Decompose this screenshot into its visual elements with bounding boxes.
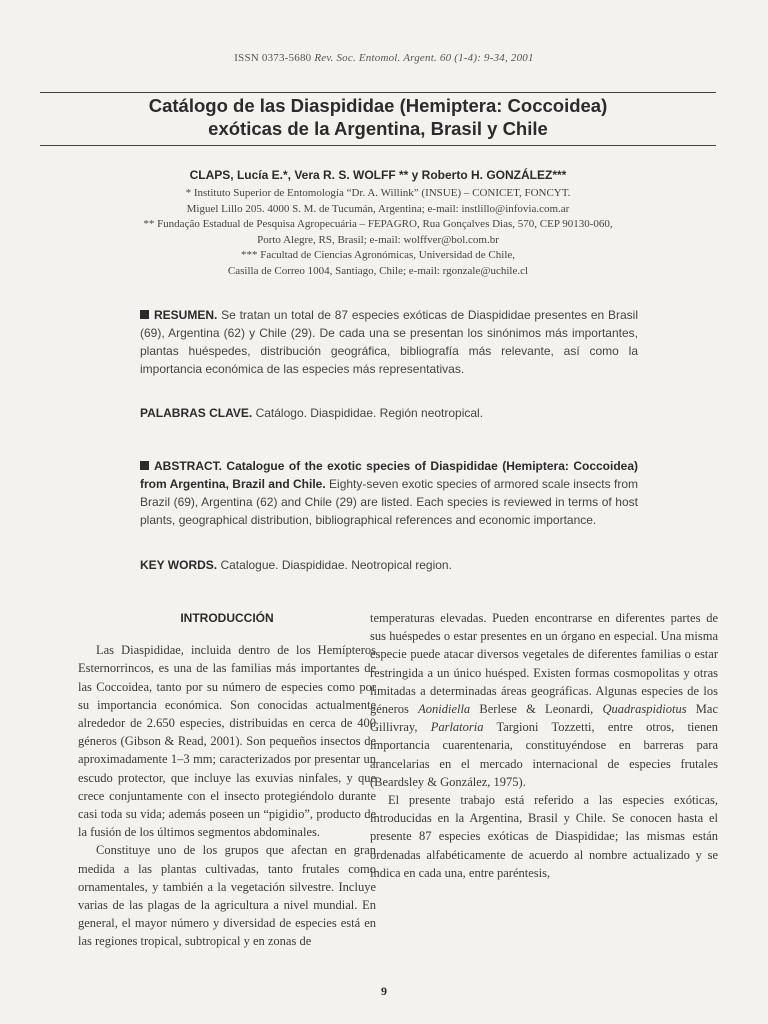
title-line-1: Catálogo de las Diaspididae (Hemiptera: Coccoidea) bbox=[148, 95, 608, 116]
genus-name: Aonidiella bbox=[418, 702, 471, 717]
genus-author: Berlese & Leonardi, bbox=[470, 702, 603, 717]
key-words-text: Catalogue. Diaspididae. Neotropical region. bbox=[220, 558, 452, 572]
affiliation-line: * Instituto Superior de Entomología “Dr. A. Willink” (INSUE) – CONICET, FONCYT. bbox=[185, 187, 571, 199]
intro-paragraph-3: El presente trabajo está referido a las especies exóticas, introducidas en la Argentina, Brasil y Chile. Se conocen hasta el presente 87 especies exóticas de Diaspididae; las mismas están ordenadas alfabéticamente de acuerdo al nombre actualizado y se indica en cada una, entre paréntesis, bbox=[370, 793, 718, 880]
intro-paragraph-2-end: Targioni Tozzetti, entre otros, tienen importancia cuarentenaria, constituyéndose en barreras para arancelarias en el mercado internacional de especies frutales (Beardsley & González, 1975). bbox=[370, 720, 718, 789]
intro-paragraph-2-overflow: temperaturas elevadas. Pueden encontrarse en diferentes partes de sus huéspedes o estar presentes en un órgano en especial. Una misma especie puede atacar diversos vegetales de diferentes familias o estar restringida a un único huésped. Existen formas cosmopolitas y otras limitadas a determinadas áreas geográficas. Algunas especies de los géneros bbox=[370, 611, 718, 717]
intro-paragraph-2-cont bbox=[370, 609, 718, 791]
abstract-label: ABSTRACT. Catalogue of the exotic species of Diaspididae (Hemiptera: Coccoidea) from Argentina, Brazil and Chile. bbox=[140, 459, 638, 491]
intro-column-right bbox=[370, 609, 718, 882]
palabras-clave-label: PALABRAS CLAVE. bbox=[140, 406, 253, 420]
journal-name: Rev. Soc. Entomol. Argent. bbox=[314, 52, 437, 64]
title-rule-bottom bbox=[40, 145, 716, 146]
journal-header bbox=[0, 52, 768, 64]
title-rule-top bbox=[40, 92, 716, 93]
genus-name: Quadraspidiotus bbox=[602, 702, 687, 717]
intro-paragraph-1: Las Diaspididae, incluida dentro de los Hemípteros Esternorrincos, es una de las familias más importantes de las Coccoidea, tanto por su número de especies como por su importancia económica. Son conocidas actualmente alrededor de 2.650 especies, distribuidas en cerca de 400 géneros (Gibson & Read, 2001). Son pequeños insectos de aproximadamente 1–3 mm; caracterizados por presentar un escudo protector, que incluye las exuvias ninfales, y que crece conjuntamente con el insecto protegiéndolo durante casi toda su vida; además poseen un “pigidio”, producto de la fusión de los últimos segmentos abdominales. bbox=[78, 643, 376, 840]
affiliation-line: Miguel Lillo 205. 4000 S. M. de Tucumán, Argentina; e-mail: instlillo@infovia.com.ar bbox=[186, 202, 570, 215]
page-number: 9 bbox=[381, 984, 387, 998]
affiliations bbox=[40, 186, 716, 279]
abstract-text: Eighty-seven exotic species of armored scale insects from Brazil (69), Argentina (62) and Chile (29) are listed. Each species is reviewed in terms of host plants, geographical distribution, bibliographical references and economic importance. bbox=[140, 477, 638, 527]
palabras-clave-block bbox=[140, 404, 638, 422]
resumen-text: Se tratan un total de 87 especies exóticas de Diaspididae presentes en Brasil (69), Argentina (62) y Chile (29). De cada una se presentan los sinónimos más importantes, plantas huéspedes, distribución geográfica, bibliografía más relevante, así como la importancia económica de las especies más representativas. bbox=[140, 308, 638, 376]
genus-author: Mac Gillivray, bbox=[370, 702, 719, 735]
affiliation-line: Casilla de Correo 1004, Santiago, Chile; e-mail: rgonzale@uchile.cl bbox=[227, 264, 529, 277]
affiliation-line: Porto Alegre, RS, Brasil; e-mail: wolffver@bol.com.br bbox=[257, 233, 499, 246]
authors: CLAPS, Lucía E.*, Vera R. S. WOLFF ** y Roberto H. GONZÁLEZ*** bbox=[189, 168, 567, 182]
affiliation-line: *** Facultad de Ciencias Agronómicas, Universidad de Chile, bbox=[240, 249, 516, 261]
affiliation-line: ** Fundação Estadual de Pesquisa Agropecuária – FEPAGRO, Rua Gonçalves Dias, 570, CEP 90130-060, bbox=[143, 218, 613, 230]
genus-name: Parlatoria bbox=[430, 720, 484, 735]
palabras-clave-text: Catálogo. Diaspididae. Región neotropical. bbox=[255, 406, 484, 420]
key-words-label: KEY WORDS. bbox=[140, 558, 218, 572]
intro-column-left bbox=[78, 608, 376, 951]
issn: ISSN 0373-5680 bbox=[234, 52, 312, 64]
square-bullet-icon bbox=[140, 461, 149, 470]
resumen-block bbox=[140, 306, 638, 378]
resumen-label: RESUMEN. bbox=[154, 308, 218, 322]
intro-heading: INTRODUCCIÓN bbox=[180, 611, 274, 625]
square-bullet-icon bbox=[140, 310, 149, 319]
journal-volume: 60 (1-4): 9-34, 2001 bbox=[439, 52, 534, 64]
key-words-block bbox=[140, 556, 638, 574]
title-line-2: exóticas de la Argentina, Brasil y Chile bbox=[208, 118, 548, 139]
abstract-block bbox=[140, 457, 638, 529]
intro-paragraph-2-text: Constituye uno de los grupos que afectan en gran medida a las plantas cultivadas, tanto frutales como ornamentales, y también a la vegetación silvestre. Incluye varias de las plagas de la agricultura a nivel mundial. En general, el mayor número y diversidad de especies está en las regiones tropical, subtropical y en zonas de bbox=[78, 843, 376, 949]
intro-paragraph-2 bbox=[78, 841, 376, 950]
paper-title bbox=[40, 94, 716, 140]
